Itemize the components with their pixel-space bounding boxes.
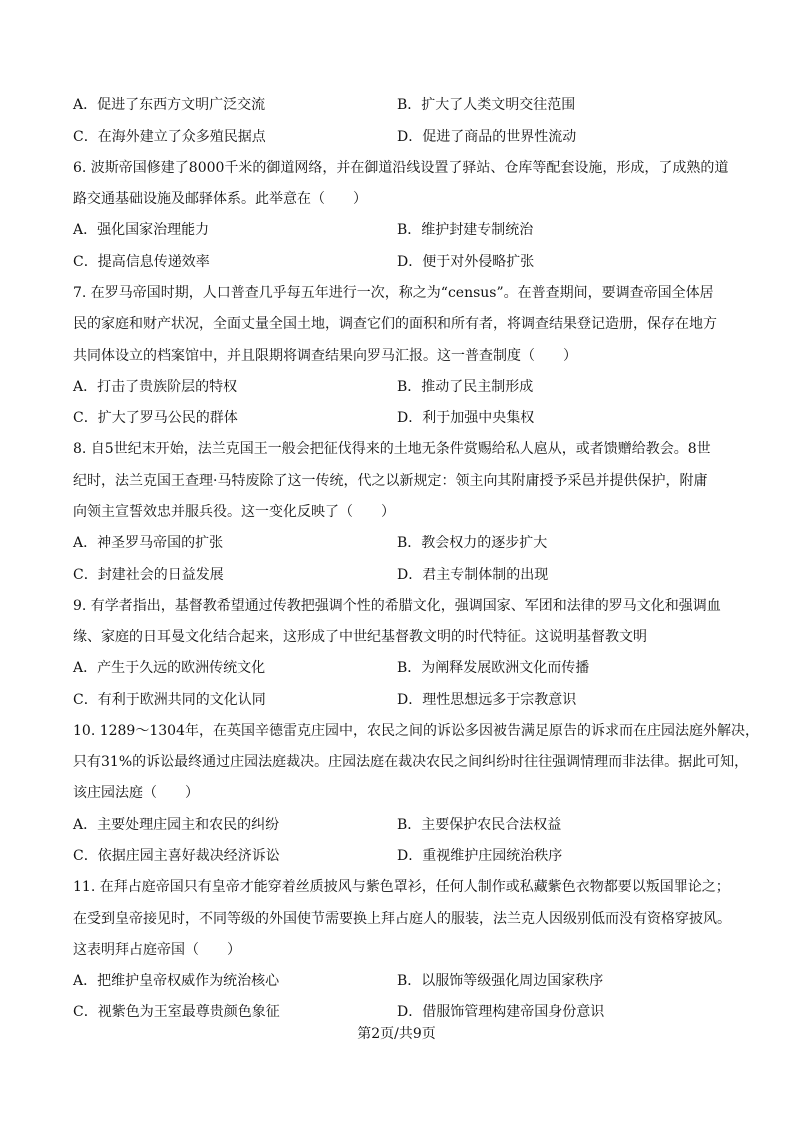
- q7-stem-line: 7. 在罗马帝国时期，人口普查几乎每五年进行一次，称之为“census”。在普查期间，要调查帝国全体居: [73, 285, 714, 301]
- q8-stem-line: 8. 自5世纪末开始，法兰克国王一般会把征伐得来的土地无条件赏赐给私人扈从，或者馈赠给教会。8世: [73, 441, 711, 457]
- q6-stem-line: 6. 波斯帝国修建了8000千米的御道网络，并在御道沿线设置了驿站、仓库等配套设施，形成，了成熟的道: [73, 160, 729, 176]
- q11-stem-line: 11. 在拜占庭帝国只有皇帝才能穿着丝质披风与紫色罩衫，任何人制作或私藏紫色衣物都要以叛国罪论之；: [73, 879, 730, 895]
- q11-stem-line: 在受到皇帝接见时，不同等级的外国使节需要换上拜占庭人的服装，法兰克人因级别低而没有资格穿披风。: [73, 911, 731, 927]
- q10-option-d: D．重视维护庄园统治秩序: [397, 848, 563, 864]
- q5-option-c: C．在海外建立了众多殖民据点: [73, 129, 266, 145]
- q7-option-a: A．打击了贵族阶层的特权: [73, 379, 238, 395]
- page-number-footer: 第2页/共9页: [357, 1026, 436, 1042]
- q7-option-d: D．利于加强中央集权: [397, 410, 535, 426]
- q10-option-a: A．主要处理庄园主和农民的纠纷: [73, 817, 280, 833]
- q9-stem-line: 缘、家庭的日耳曼文化结合起来，这形成了中世纪基督教文明的时代特征。这说明基督教文明: [73, 629, 647, 645]
- q8-option-c: C．封建社会的日益发展: [73, 567, 224, 583]
- q10-stem-line: 10. 1289～1304年，在英国辛德雷克庄园中，农民之间的诉讼多因被告满足原告的诉求而在庄园法庭外解决，: [73, 723, 759, 739]
- q11-option-d: D．借服饰管理构建帝国身份意识: [397, 1004, 605, 1020]
- q7-option-c: C．扩大了罗马公民的群体: [73, 410, 238, 426]
- q6-stem-line: 路交通基础设施及邮驿体系。此举意在（ ）: [73, 191, 367, 207]
- q8-stem-line: 向领主宣誓效忠并服兵役。这一变化反映了（ ）: [73, 504, 395, 520]
- q6-option-a: A．强化国家治理能力: [73, 222, 210, 238]
- q10-option-b: B．主要保护农民合法权益: [397, 817, 562, 833]
- q9-option-a: A．产生于久远的欧洲传统文化: [73, 660, 266, 676]
- q10-stem-line: 只有31%的诉讼最终通过庄园法庭裁决。庄园法庭在裁决农民之间纠纷时往往强调情理而非法律。据此可知，: [73, 754, 749, 770]
- q8-stem-line: 纪时，法兰克国王查理·马特废除了这一传统，代之以新规定：领主向其附庸授予采邑并提供保护，附庸: [73, 473, 708, 489]
- q9-option-b: B．为阐释发展欧洲文化而传播: [397, 660, 590, 676]
- q11-stem-line: 这表明拜占庭帝国（ ）: [73, 942, 241, 958]
- q8-option-d: D．君主专制体制的出现: [397, 567, 549, 583]
- q5-option-b: B．扩大了人类文明交往范围: [397, 97, 576, 113]
- q10-stem-line: 该庄园法庭（ ）: [73, 785, 199, 801]
- q11-option-c: C．视紫色为王室最尊贵颜色象征: [73, 1004, 280, 1020]
- q7-stem-line: 共同体设立的档案馆中，并且限期将调查结果向罗马汇报。这一普查制度（ ）: [73, 348, 577, 364]
- q6-option-c: C．提高信息传递效率: [73, 254, 210, 270]
- q8-option-b: B．教会权力的逐步扩大: [397, 535, 548, 551]
- q5-option-a: A．促进了东西方文明广泛交流: [73, 97, 266, 113]
- q9-option-c: C．有利于欧洲共同的文化认同: [73, 692, 266, 708]
- q6-option-d: D．便于对外侵略扩张: [397, 254, 535, 270]
- q8-option-a: A．神圣罗马帝国的扩张: [73, 535, 224, 551]
- q7-option-b: B．推动了民主制形成: [397, 379, 534, 395]
- q9-stem-line: 9. 有学者指出，基督教希望通过传教把强调个性的希腊文化，强调国家、军团和法律的罗马文化和强调血: [73, 598, 721, 614]
- q10-option-c: C．依据庄园主喜好裁决经济诉讼: [73, 848, 280, 864]
- q7-stem-line: 民的家庭和财产状况，全面丈量全国土地，调查它们的面积和所有者，将调查结果登记造册，保存在地方: [73, 316, 717, 332]
- q11-option-a: A．把维护皇帝权威作为统治核心: [73, 973, 280, 989]
- q5-option-d: D．促进了商品的世界性流动: [397, 129, 577, 145]
- q9-option-d: D．理性思想远多于宗教意识: [397, 692, 577, 708]
- q6-option-b: B．维护封建专制统治: [397, 222, 534, 238]
- q11-option-b: B．以服饰等级强化周边国家秩序: [397, 973, 604, 989]
